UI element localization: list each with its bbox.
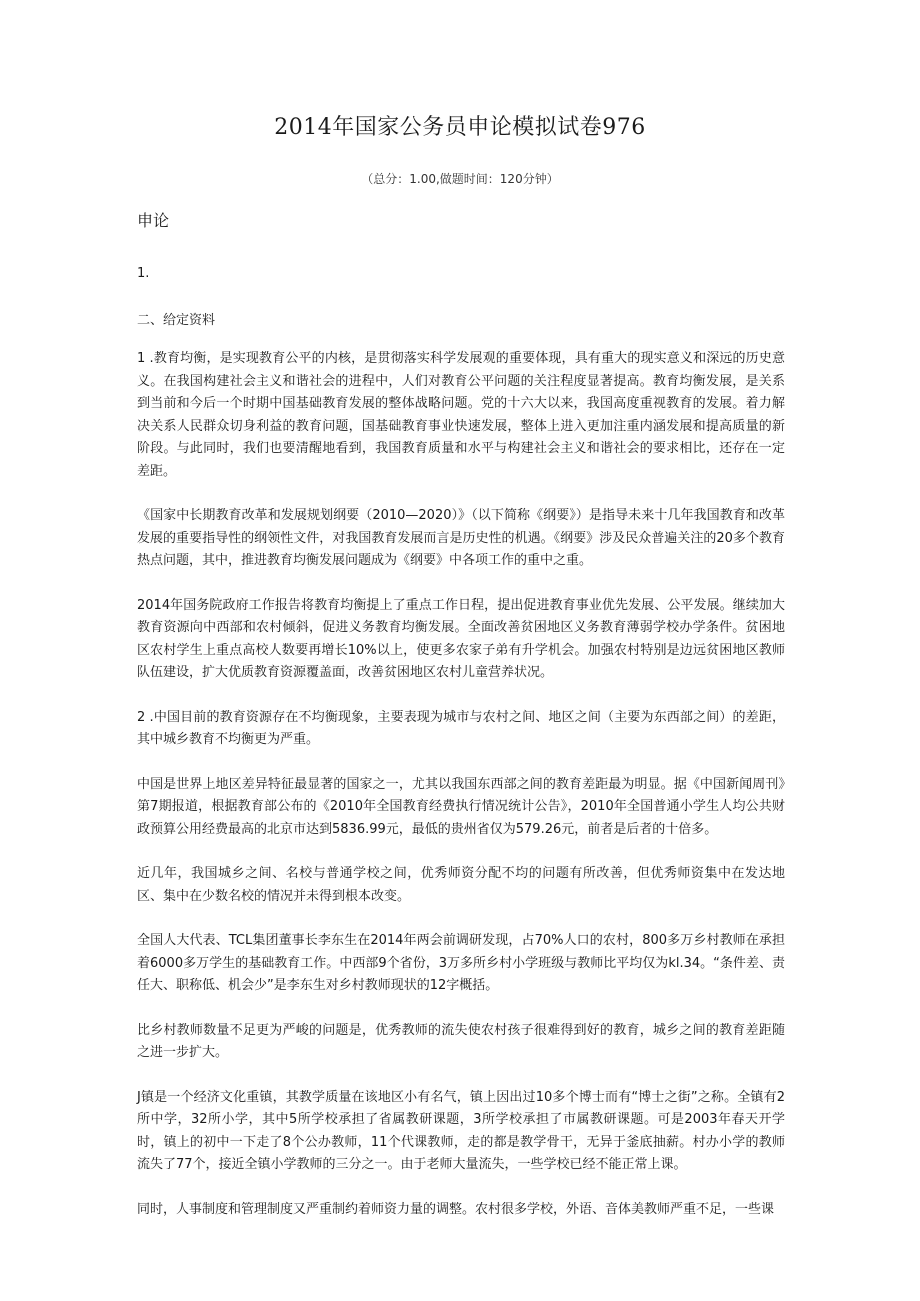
paragraph: 中国是世界上地区差异特征最显著的国家之一，尤其以我国东西部之间的教育差距最为明显。据《中国新闻周刊》第7期报道，根据教育部公布的《2010年全国教育经费执行情况统计公告》，2010年全国普通小学生人均公共财政预算公用经费最高的北京市达到5836.99元，最低的贵州省仅为579.26元，前者是后者的十倍多。 xyxy=(137,776,785,837)
paragraph: 1 .教育均衡，是实现教育公平的内核，是贯彻落实科学发展观的重要体现，具有重大的现实意义和深远的历史意义。在我国构建社会主义和谐社会的进程中，人们对教育公平问题的关注程度显著提高。教育均衡发展，是关系到当前和今后一个时期中国基础教育发展的整体战略问题。党的十六大以来，我国高度重视教育的发展。着力解决关系人民群众切身利益的教育问题，国基础教育事业快速发展，整体上进入更加注重内涵发展和提高质量的新阶段。与此同时，我们也要清醒地看到，我国教育质量和水平与构建社会主义和谐社会的要求相比，还存在一定差距。 xyxy=(137,351,785,479)
materials-heading: 二、给定资料 xyxy=(137,313,216,328)
paragraph: 同时，人事制度和管理制度又严重制约着师资力量的调整。农村很多学校，外语、音体美教师严重不足，一些课 xyxy=(137,1201,775,1217)
paragraph: J镇是一个经济文化重镇，其教学质量在该地区小有名气，镇上因出过10多个博士而有“博士之街”之称。全镇有2所中学，32所小学，其中5所学校承担了省属教研课题，3所学校承担了市属教研课题。可是2003年春天开学时，镇上的初中一下走了8个公办教师，11个代课教师，走的都是教学骨干，无异于釜底抽薪。村办小学的教师流失了77个，接近全镇小学教师的三分之一。由于老师大量流失，一些学校已经不能正常上课。 xyxy=(137,1089,785,1172)
paragraph: 《国家中长期教育改革和发展规划纲要（2010—2020）》（以下简称《纲要》）是指导未来十几年我国教育和改革发展的重要指导性的纲领性文件，对我国教育发展而言是历史性的机遇。《纲要》涉及民众普遍关注的20多个教育热点问题，其中，推进教育均衡发展问题成为《纲要》中各项工作的重中之重。 xyxy=(137,508,785,568)
document-body xyxy=(137,348,785,1243)
paragraph: 2 .中国目前的教育资源存在不均衡现象，主要表现为城市与农村之间、地区之间（主要为东西部之间）的差距，其中城乡教育不均衡更为严重。 xyxy=(137,709,785,747)
question-number: 1. xyxy=(137,266,150,281)
section-heading: 申论 xyxy=(137,211,170,230)
exam-info: （总分：1.00,做题时间：120分钟） xyxy=(361,172,559,186)
paragraph: 比乡村教师数量不足更为严峻的问题是，优秀教师的流失使农村孩子很难得到好的教育，城乡之间的教育差距随之进一步扩大。 xyxy=(137,1022,785,1060)
paragraph: 2014年国务院政府工作报告将教育均衡提上了重点工作日程，提出促进教育事业优先发展、公平发展。继续加大教育资源向中西部和农村倾斜，促进义务教育均衡发展。全面改善贫困地区义务教育薄弱学校办学条件。贫困地区农村学生上重点高校人数要再增长10%以上，使更多农家子弟有升学机会。加强农村特别是边远贫困地区教师队伍建设，扩大优质教育资源覆盖面，改善贫困地区农村儿童营养状况。 xyxy=(137,597,785,680)
paragraph: 近几年，我国城乡之间、名校与普通学校之间，优秀师资分配不均的问题有所改善，但优秀师资集中在发达地区、集中在少数名校的情况并未得到根本改变。 xyxy=(137,866,785,904)
paragraph: 全国人大代表、TCL集团董事长李东生在2014年两会前调研发现，占70%人口的农村，800多万乡村教师在承担着6000多万学生的基础教育工作。中西部9个省份，3万多所乡村小学班级与教师比平均仅为kl.34。“条件差、责任大、职称低、机会少”是李东生对乡村教师现状的12字概括。 xyxy=(137,933,785,993)
document-title: 2014年国家公务员申论模拟试卷976 xyxy=(274,115,646,140)
